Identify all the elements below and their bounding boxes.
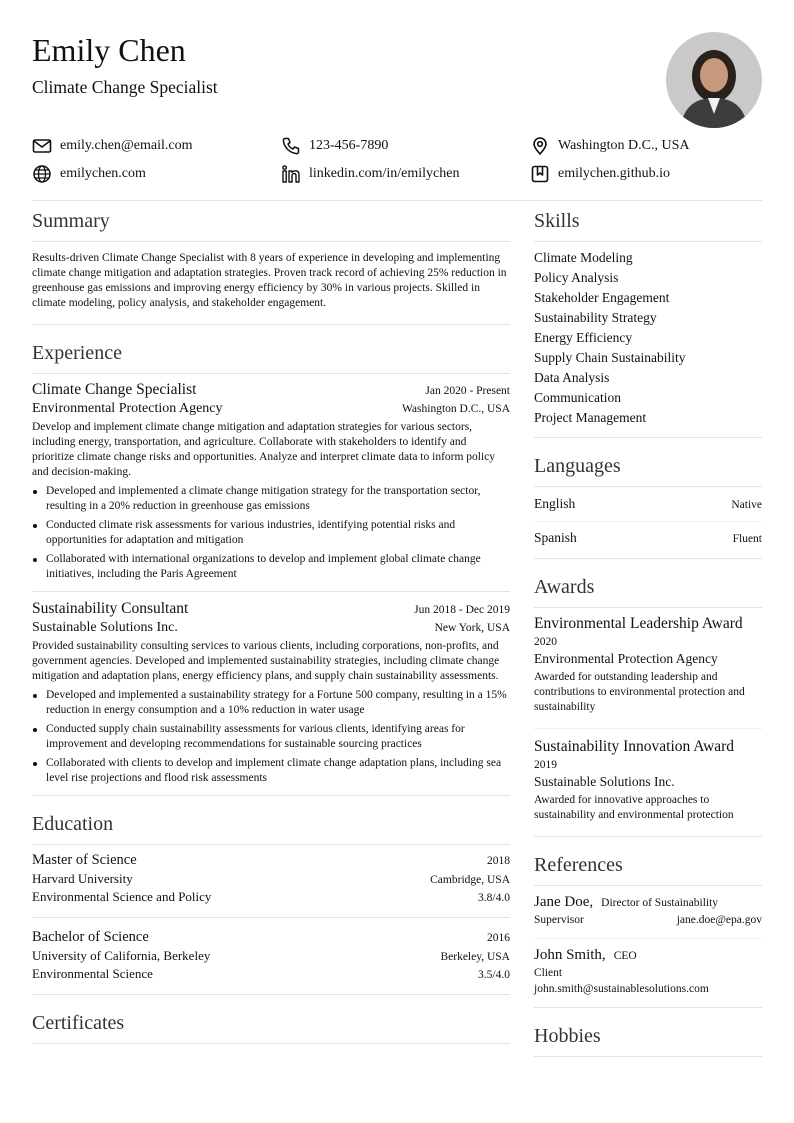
skills-list — [534, 248, 762, 428]
reference-role: Director of Sustainability — [601, 897, 719, 909]
gpa: 3.8/4.0 — [478, 892, 510, 904]
divider — [534, 486, 762, 487]
language-item — [534, 494, 762, 514]
skill-item: Stakeholder Engagement — [534, 290, 670, 305]
skill-item: Climate Modeling — [534, 250, 633, 265]
divider — [534, 558, 762, 559]
reference-role: CEO — [613, 950, 637, 962]
reference-relation: Client — [534, 967, 563, 979]
reference-email[interactable]: jane.doe@epa.gov — [676, 914, 762, 926]
divider — [32, 591, 510, 592]
job-bullet: Conducted climate risk assessments for various industries, identifying potential risks and opportunities for adaptation and mitigation — [46, 518, 510, 548]
reference-item — [534, 894, 762, 926]
divider — [32, 917, 510, 918]
divider — [534, 938, 762, 939]
reference-name: John Smith, — [534, 947, 606, 963]
github-text: emilychen.github.io — [558, 166, 670, 181]
left-column — [32, 209, 510, 1044]
contact-website[interactable] — [32, 164, 146, 184]
contact-email[interactable] — [32, 136, 193, 156]
skill-item: Data Analysis — [534, 370, 610, 385]
job-title: Climate Change Specialist — [32, 381, 197, 398]
references-heading: References — [534, 854, 623, 876]
award-desc: Awarded for outstanding leadership and contributions to environmental protection and sustainability — [534, 671, 745, 713]
job-bullet: Collaborated with international organizations to develop and implement global climate change initiatives, including the Paris Agreement — [46, 552, 510, 582]
job-bullets — [32, 688, 510, 786]
award-desc: Awarded for innovative approaches to sustainability and environmental protection — [534, 794, 734, 821]
job-dates: Jun 2018 - Dec 2019 — [414, 604, 510, 616]
envelope-icon — [32, 136, 52, 156]
linkedin-text: linkedin.com/in/emilychen — [309, 166, 460, 181]
education-heading: Education — [32, 813, 114, 835]
school: Harvard University — [32, 871, 133, 886]
divider — [534, 885, 762, 886]
award-title: Environmental Leadership Award — [534, 615, 743, 632]
job-title: Sustainability Consultant — [32, 600, 189, 617]
profile-photo — [666, 32, 762, 128]
phone-icon — [281, 136, 301, 156]
gpa: 3.5/4.0 — [478, 969, 510, 981]
award-title: Sustainability Innovation Award — [534, 738, 735, 755]
contact-linkedin[interactable] — [281, 164, 459, 184]
divider — [32, 324, 510, 325]
edu-location: Berkeley, USA — [440, 951, 510, 963]
certificates-heading: Certificates — [32, 1012, 125, 1034]
language-name: Spanish — [534, 530, 577, 545]
job-description: Develop and implement climate change mitigation and adaptation strategies for various sectors, including energy, transportation, and agriculture. Collaborate with stakeholders to identify and prioritize climate change risks and opportunities. Analyze and interpret climate data to inform policy and decision-making. — [32, 421, 496, 478]
divider — [32, 795, 510, 796]
phone-text: 123-456-7890 — [309, 138, 389, 153]
divider — [534, 607, 762, 608]
edu-location: Cambridge, USA — [430, 874, 510, 886]
edu-year: 2018 — [487, 855, 510, 867]
contact-github[interactable] — [530, 164, 670, 184]
award-year: 2019 — [534, 759, 557, 771]
language-item — [534, 528, 762, 548]
map-pin-icon — [530, 136, 550, 156]
job-bullet: Developed and implemented a sustainability strategy for a Fortune 500 company, resulting in a 15% reduction in energy consumption and a 10% reduction in water usage — [46, 688, 510, 718]
award-year: 2020 — [534, 636, 557, 648]
job-company: Environmental Protection Agency — [32, 401, 223, 416]
linkedin-icon — [281, 164, 301, 184]
website-text: emilychen.com — [60, 166, 146, 181]
divider — [534, 241, 762, 242]
skill-item: Communication — [534, 390, 621, 405]
contact-phone[interactable] — [281, 136, 388, 156]
divider — [534, 728, 762, 729]
education-item — [32, 929, 510, 982]
hobbies-heading: Hobbies — [534, 1025, 601, 1047]
divider — [32, 373, 510, 374]
award-item — [534, 615, 762, 715]
skill-item: Project Management — [534, 410, 647, 425]
experience-item — [32, 381, 510, 582]
reference-item — [534, 947, 762, 995]
experience-heading: Experience — [32, 342, 122, 364]
experience-item — [32, 600, 510, 786]
job-bullet: Conducted supply chain sustainability assessments for various clients, identifying areas for improvement and developing recommendations for sustainable sourcing practices — [46, 722, 510, 752]
job-bullets — [32, 484, 510, 582]
award-item — [534, 738, 762, 823]
reference-relation: Supervisor — [534, 914, 584, 926]
candidate-name: Emily Chen — [32, 32, 186, 68]
language-level: Fluent — [732, 533, 762, 545]
location-text: Washington D.C., USA — [558, 138, 690, 153]
skill-item: Supply Chain Sustainability — [534, 350, 686, 365]
degree: Master of Science — [32, 852, 137, 868]
skill-item: Sustainability Strategy — [534, 310, 657, 325]
divider — [32, 1043, 510, 1044]
language-level: Native — [731, 499, 762, 511]
reference-name: Jane Doe, — [534, 894, 594, 910]
award-org: Sustainable Solutions Inc. — [534, 774, 675, 789]
field-of-study: Environmental Science and Policy — [32, 889, 212, 904]
candidate-title: Climate Change Specialist — [32, 77, 218, 97]
contact-location — [530, 136, 690, 156]
skill-item: Energy Efficiency — [534, 330, 633, 345]
skills-heading: Skills — [534, 210, 580, 232]
language-name: English — [534, 496, 576, 511]
divider — [534, 437, 762, 438]
divider — [534, 521, 762, 522]
field-of-study: Environmental Science — [32, 966, 153, 981]
email-text: emily.chen@email.com — [60, 138, 193, 153]
job-location: New York, USA — [434, 622, 510, 634]
job-bullet: Collaborated with clients to develop and implement climate change adaptation plans, including sea level rise projections and flood risk assessments — [46, 756, 510, 786]
globe-icon — [32, 164, 52, 184]
bookmark-icon — [530, 164, 550, 184]
education-item — [32, 852, 510, 905]
divider — [32, 844, 510, 845]
job-bullet: Developed and implemented a climate change mitigation strategy for the transportation sector, resulting in a 20% reduction in greenhouse gas emissions — [46, 484, 510, 514]
divider — [32, 994, 510, 995]
edu-year: 2016 — [487, 932, 510, 944]
languages-heading: Languages — [534, 455, 621, 477]
job-dates: Jan 2020 - Present — [425, 385, 510, 397]
award-org: Environmental Protection Agency — [534, 651, 718, 666]
job-location: Washington D.C., USA — [401, 403, 510, 415]
divider — [534, 1056, 762, 1057]
summary-heading: Summary — [32, 210, 110, 232]
school: University of California, Berkeley — [32, 948, 211, 963]
job-company: Sustainable Solutions Inc. — [32, 620, 178, 635]
job-description: Provided sustainability consulting services to various clients, including corporations, non-profits, and government agencies. Developed and implemented sustainability strategies, including climate change mitigation and adaptation plans, energy efficiency plans, and supply chain sustainability assessments. — [32, 640, 500, 682]
right-column — [534, 209, 762, 1057]
divider — [32, 241, 510, 242]
divider — [534, 836, 762, 837]
awards-heading: Awards — [534, 576, 595, 598]
reference-email[interactable]: john.smith@sustainablesolutions.com — [534, 983, 709, 995]
summary-text: Results-driven Climate Change Specialist with 8 years of experience in developing and implementing climate change mitigation and adaptation strategies. Proven track record of achieving 25% reduction in greenhouse gas emissions and improving energy efficiency by 30% in various projects. Skilled in climate modeling, policy analysis, and stakeholder engagement. — [32, 252, 507, 309]
degree: Bachelor of Science — [32, 929, 149, 945]
skill-item: Policy Analysis — [534, 270, 619, 285]
header-divider — [32, 200, 762, 201]
divider — [534, 1007, 762, 1008]
